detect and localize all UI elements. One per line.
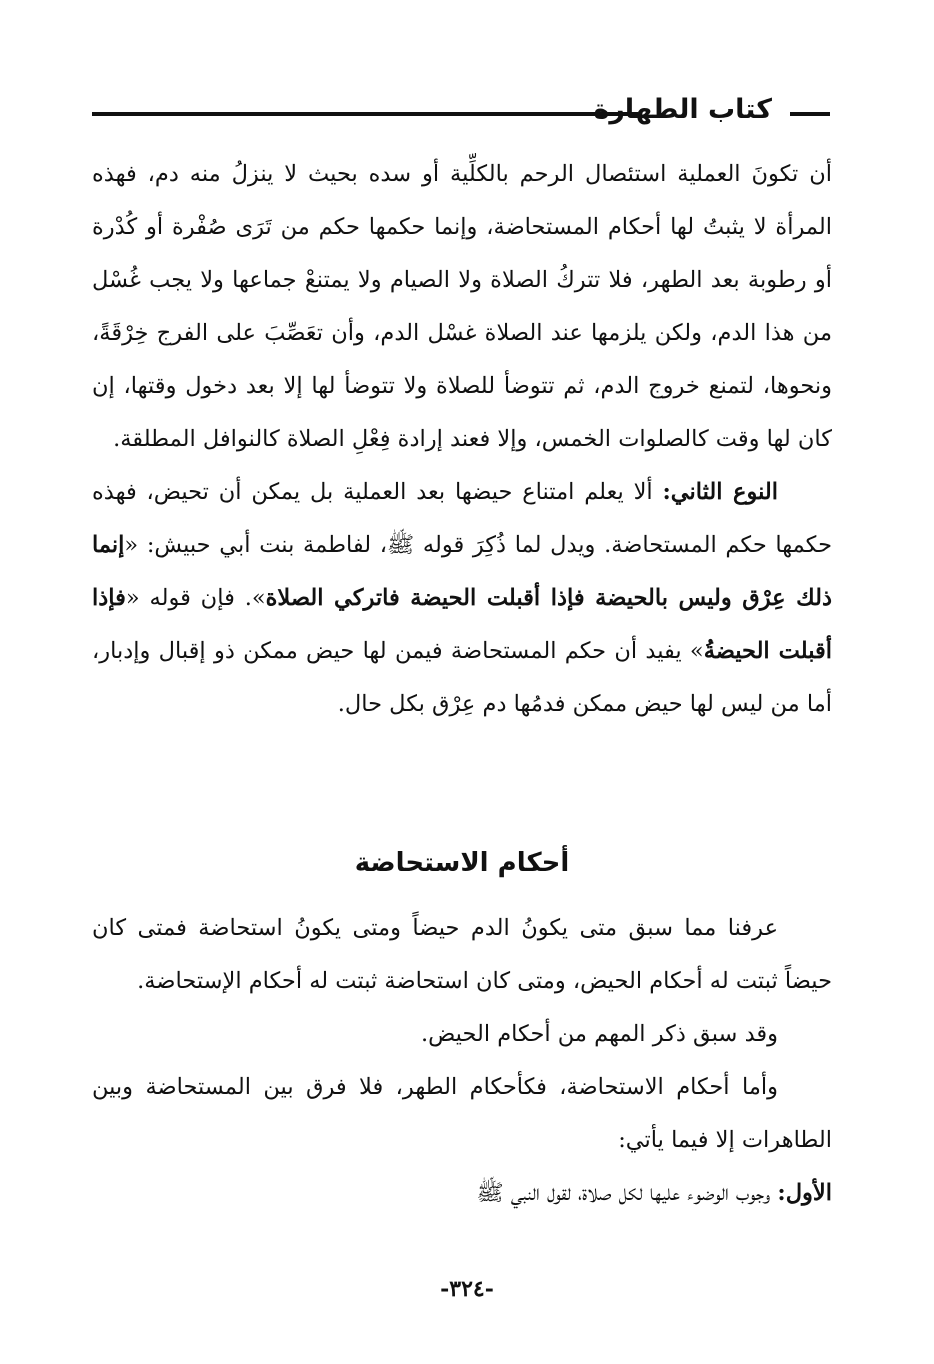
- type-two-text-3: » يفيد أن حكم المستحاضة فيمن لها حيض ممكن ذو إقبال وإدبار، أما من ليس لها حيض ممكن فدمُها دم عِرْق بكل حال.: [92, 638, 832, 717]
- type-two-text-2: ». فإن قوله «: [125, 585, 266, 611]
- hadith-quote: فإذا أقبلت الحيضةُ: [92, 585, 832, 664]
- header-rule-long: [92, 112, 638, 116]
- first-text: وجوب الوضوء عليها لكل صلاة، لقول النبي ﷺ: [476, 1180, 778, 1206]
- body-top: [92, 148, 832, 731]
- paragraph-surgery: أن تكونَ العملية استئصال الرحم بالكلِّية أو سده بحيث لا ينزلُ منه دم، فهذه المرأة لا يثبتُ لها أحكام المستحاضة، وإنما حكمها حكم من تَرَى صُفْرة أو كُدْرة أو رطوبة بعد الطهر، فلا تتركُ الصلاة ولا الصيام ولا يمتنعْ جماعها ولا يجب غُسْل من هذا الدم، ولكن يلزمها عند الصلاة غسْل الدم، وأن تعَصِّبَ على الفرج خِرْقَةً، ونحوها، لتمنع خروج الدم، ثم تتوضأ للصلاة ولا تتوضأ لها إلا بعد دخول وقتها، إن كان لها وقت كالصلوات الخمس، وإلا فعند إرادة فِعْلِ الصلاة كالنوافل المطلقة.: [92, 161, 832, 452]
- body-bottom: [92, 902, 832, 1220]
- type-two-label: النوع الثاني:: [662, 479, 778, 505]
- paragraph-type-two: [92, 466, 832, 731]
- hadith-text: إنما ذلك عِرْق وليس بالحيضة فإذا أقبلت الحيضة فاتركي الصلاة: [92, 532, 832, 611]
- paragraph-previously: وقد سبق ذكر المهم من أحكام الحيض.: [420, 1021, 778, 1047]
- type-two-text-1: ألا يعلم امتناع حيضها بعد العملية بل يمكن أن تحيض، فهذه حكمها حكم المستحاضة. ويدل لما ذُكِرَ قوله ﷺ، لفاطمة بنت أبي حبيش: «: [92, 479, 832, 558]
- first-label: الأول:: [777, 1180, 832, 1206]
- paragraph-first: [92, 1167, 832, 1220]
- header-title: كتاب الطهارة: [593, 94, 772, 125]
- paragraph-rulings: وأما أحكام الاستحاضة، فكأحكام الطهر، فلا فرق بين المستحاضة وبين الطاهرات إلا فيما يأتي:: [92, 1074, 832, 1153]
- header-rule-short: [790, 112, 830, 116]
- section-heading: أحكام الاستحاضة: [354, 848, 570, 878]
- running-header: [92, 92, 830, 132]
- page-number: -٣٢٤-: [440, 1276, 494, 1302]
- paragraph-known: عرفنا مما سبق متى يكونُ الدم حيضاً ومتى يكونُ استحاضة فمتى كان حيضاً ثبتت له أحكام الحيض، ومتى كان استحاضة ثبتت له أحكام الإستحاضة.: [92, 915, 832, 994]
